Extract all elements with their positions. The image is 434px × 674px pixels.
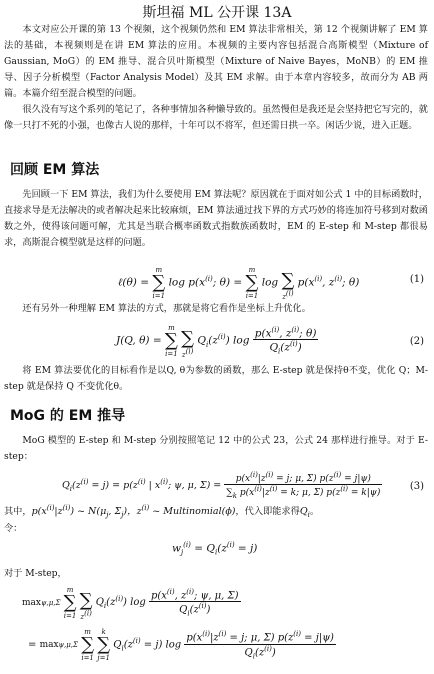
let-label: 令： [4,523,23,534]
mstep-label: 对于 M-step， [4,568,67,579]
equation-mstep-2: = maxψ,μ,Σ m ∑ i=1 k ∑ j=1 $Q_i(z^{(i)} = j)$ log $\frac{p(x^{(i)}|z^{(i)} = j; \mu, \Sigma) p(z^{(i)} = j|\psi)}{Q_i(z^{(i)})}$ [28,628,334,662]
equation-mstep-1: maxψ,μ,Σ m ∑ i=1 ∑ $z^{(i)}$ $Q_i(z^{(i)})$ log $\frac{p(x^{(i)}, z^{(i)}; \psi, \mu, \Sigma)}{Q_i(z^{(i)})}$ [22,585,239,622]
section-heading-em-review: 回顾 EM 算法 [10,162,100,178]
em-optimize-paragraph: 将 EM 算法要优化的目标看作是以Q, θ为参数的函数，那么 E-step 就是保持θ不变，优化 Q；M-step 就是保持 Q 不变优化θ。 [4,365,428,392]
equation-3-number: (3) [409,481,424,492]
em-coordinate-paragraph: 还有另外一种理解 EM 算法的方式，那就是将它看作是坐标上升优化。 [22,303,311,314]
equation-1: ℓ(θ) = m ∑ i=1 $\log p(x^{(i)}$; θ) = m ∑ i=1 log ∑ $z^{(i)}$ $p(x^{(i)}$, $z^{(i)}$; θ) [118,265,360,302]
substitute-label: ，代入即能求得 [235,506,300,517]
intro-paragraph-1: 本文对应公开课的第 13 个视频，这个视频仍然和 EM 算法非常相关，第 12 个视频讲解了 EM 算法的基础，本视频则是在讲 EM 算法的应用。本视频的主要内容包括混合高斯模型（Mixture of Gaussian, MoG）的 EM 推导、混合贝叶斯模型（Mixture of Naive Bayes，MoNB）的 EM 推导、因子分析模型（Factor Analysis Model）及其 EM 求解。由于本章内容较多，故而分为 AB 两篇。本篇介绍至混合模型的问题。 [4,24,428,99]
equation-2: J(Q, θ) = m ∑ i=1 ∑ $z^{(i)}$ $Q_i(z^{(i)})$ log $\frac{p(x^{(i)}, z^{(i)}; \theta)}{Q_i(z^{(i)})}$ [116,323,317,360]
equation-1-number: (1) [409,274,424,285]
mog-estep-paragraph: MoG 模型的 E-step 和 M-step 分别按照笔记 12 中的公式 23，公式 24 那样进行推导。对于 E-step： [4,435,428,462]
where-line: 其中，$p(x^{(i)}|z^{(i)})$ ~ $N(\mu_j$, $\Sigma_j$)，$z^{(i)}$ ~ Multinomial(ϕ)，代入即能求得$Q_i$。 [4,503,320,519]
where-label: 其中， [4,506,32,517]
em-review-paragraph: 先回顾一下 EM 算法，我们为什么要使用 EM 算法呢？原因就在于面对如公式 1 中的目标函数时，直接求导是无法解决的或者解决起来比较麻烦，EM 算法通过找下界的方式巧妙的将连加符号移到对数函数之外，使得该问题可解，尤其是当联合概率函数式指数族函数时，EM 的 E-step 和 M-step 都很易求，高斯混合模型就是这样的问题。 [4,189,428,248]
intro-paragraph-2: 很久没有写这个系列的笔记了，各种事情加各种懒导致的。虽然慢但是我还是会坚持把它写完的，就像一只打不死的小强，也像古人说的那样，十年可以不将军，但还需日拱一卒。闲话少说，进入正题。 [4,104,428,131]
equation-2-number: (2) [409,336,424,347]
equation-3: $Q_i(z^{(i)} = j) = p(z^{(i)}$ | $x^{(i)}$; ψ, μ, Σ) = $\frac{p(x^{(i)}|z^{(i)} = j; \mu, \Sigma) p(z^{(i)} = j|\psi)}{\sum_k p(x^{(i)}|z^{(i)} = k; \mu, \Sigma) p(z^{(i)} = k|\psi)}$ [62,471,381,500]
section-heading-mog-em: MoG 的 EM 推导 [10,408,126,424]
page-title: 斯坦福 ML 公开课 13A [142,5,292,21]
equation-weight: $w_j^{(i)} = Q_i(z^{(i)} = j)$ [172,541,258,557]
